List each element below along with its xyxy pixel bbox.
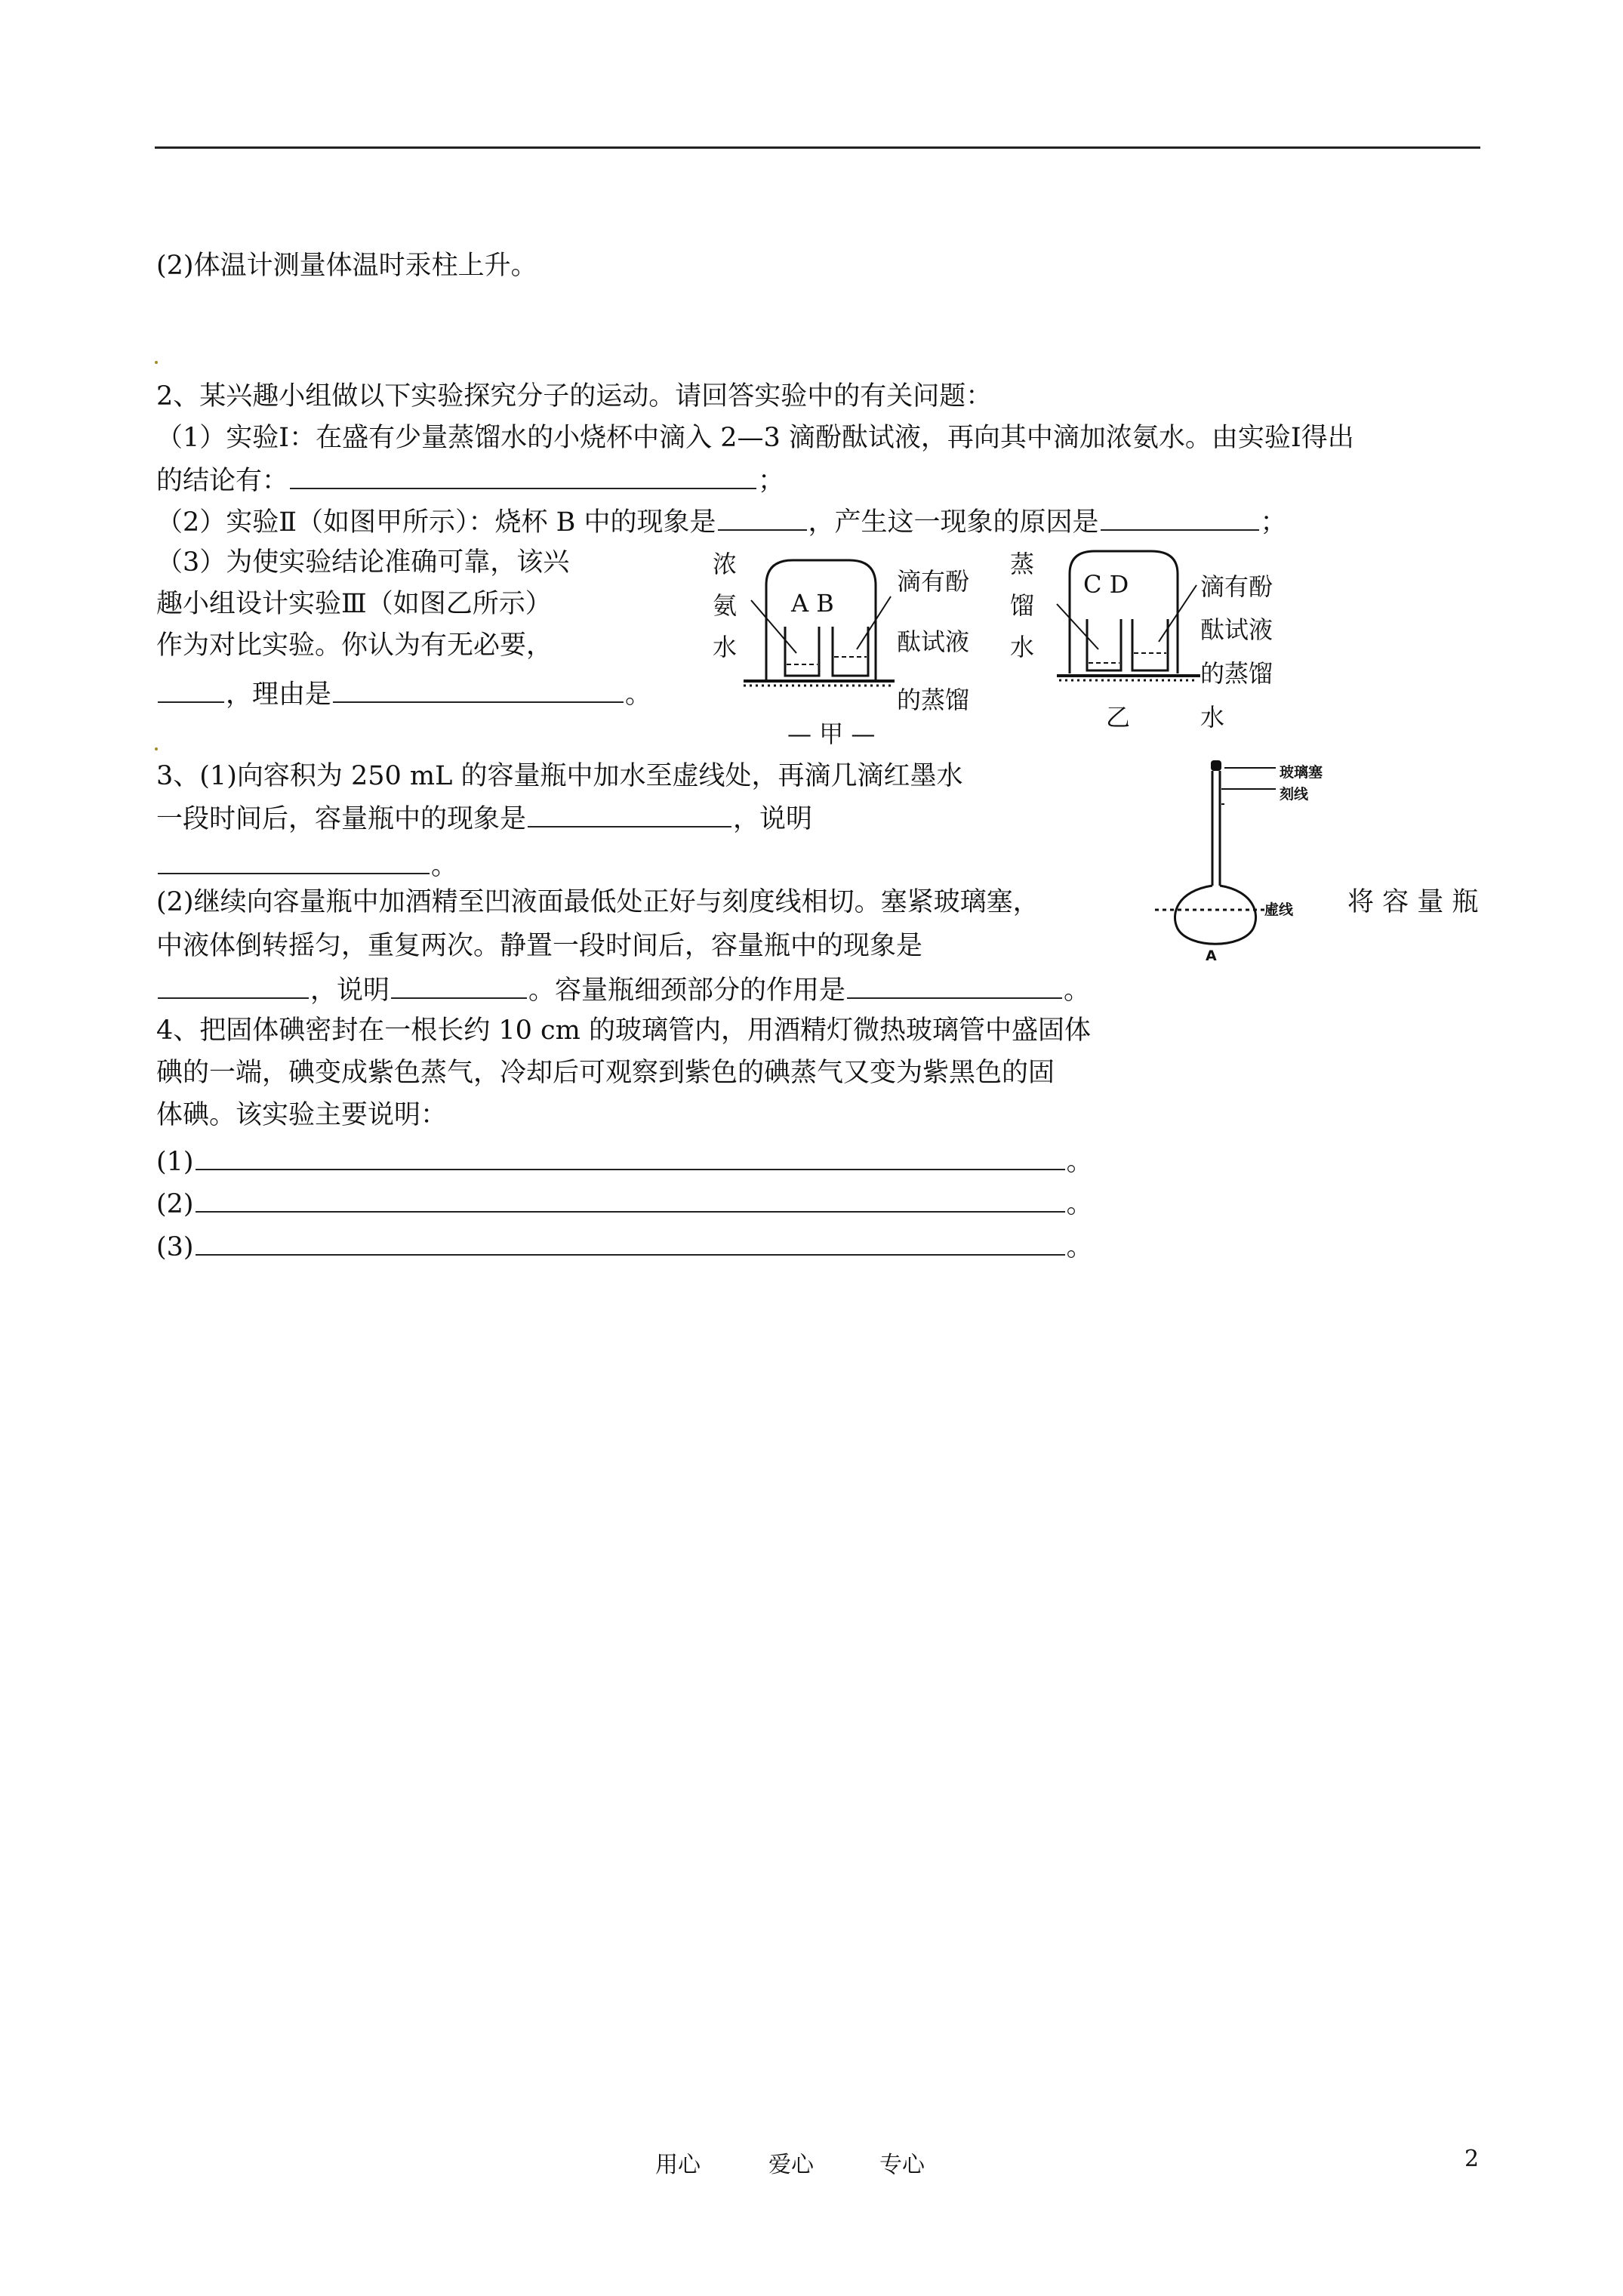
q4-item-suffix: 。: [1066, 1147, 1093, 1177]
q3-p1-suffix: ，说明: [733, 804, 813, 834]
q4-line2: 碘的一端，碘变成紫色蒸气，冷却后可观察到紫色的碘蒸气又变为紫黑色的固: [156, 1058, 1055, 1088]
answer-blank[interactable]: [333, 674, 624, 703]
q2-p3-mid: ，理由是: [226, 680, 332, 710]
q2-p1-line1: （1）实验Ⅰ：在盛有少量蒸馏水的小烧杯中滴入 2—3 滴酚酞试液，再向其中滴加浓氨水。由实验Ⅰ得出: [156, 423, 1354, 453]
answer-blank[interactable]: [196, 1227, 1065, 1256]
fig-jia-right-label-0: 滴有酚: [897, 567, 970, 596]
q4-item-suffix: 。: [1066, 1232, 1093, 1262]
fig-jia-caption: — 甲 —: [787, 720, 876, 748]
fig-yi-right-label-1: 酞试液: [1200, 615, 1273, 644]
q2-p1-prefix: 的结论有：: [156, 466, 289, 496]
q3-p1-prefix: 一段时间后，容量瓶中的现象是: [156, 804, 527, 834]
q3-p1-line3-suffix: 。: [431, 851, 458, 881]
answer-blank[interactable]: [196, 1142, 1065, 1170]
q2-p3-suffix: 。: [625, 680, 652, 710]
apparatus-yi-drawing: [1053, 544, 1204, 683]
fig-yi-right-label-0: 滴有酚: [1200, 572, 1273, 601]
q4-item-2-label: (2): [156, 1189, 194, 1219]
q3-p2-line1: (2)继续向容量瓶中加酒精至凹液面最低处正好与刻度线相切。塞紧玻璃塞，: [156, 887, 1039, 917]
q3-p2-mid1: ，说明: [310, 975, 390, 1006]
answer-blank[interactable]: [847, 970, 1062, 999]
footer-word-1: 用心: [655, 2152, 701, 2178]
q3-p2-line2: 中液体倒转摇匀，重复两次。静置一段时间后，容量瓶中的现象是: [156, 931, 923, 961]
answer-blank[interactable]: [158, 970, 309, 999]
q2-intro: 2、某兴趣小组做以下实验探究分子的运动。请回答实验中的有关问题：: [156, 381, 993, 411]
q4-item-1: [156, 1142, 1093, 1181]
q1-part2: (2)体温计测量体温时汞柱上升。: [156, 251, 537, 281]
flask-label-bottom: A: [1206, 948, 1217, 964]
q3-p2-line3: [156, 970, 1090, 1009]
fig-jia-right-label-1: 酞试液: [897, 627, 970, 656]
answer-blank[interactable]: [391, 970, 527, 999]
q2-p3-line4: [156, 674, 651, 713]
answer-blank[interactable]: [290, 461, 756, 489]
page-number: 2: [1464, 2146, 1480, 2172]
fig-yi-right-label-3: 水: [1200, 703, 1225, 732]
q3-p1-line1: 3、(1)向容积为 250 mL 的容量瓶中加水至虚线处，再滴几滴红墨水: [156, 761, 963, 791]
q2-p3-line1: （3）为使实验结论准确可靠，该兴: [156, 547, 570, 578]
fig-yi-right-label-2: 的蒸馏: [1200, 659, 1273, 688]
q3-p2-mid2: 。容量瓶细颈部分的作用是: [528, 975, 846, 1006]
q2-p2-mid: ，产生这一现象的原因是: [808, 507, 1099, 538]
q2-p2-suffix: ；: [1260, 507, 1287, 538]
q3-p1-line2: [156, 799, 812, 838]
flask-label-dashed: 虚线: [1264, 901, 1294, 918]
q4-item-3-label: (3): [156, 1232, 194, 1262]
fig-yi-left-label-0: 蒸: [1010, 550, 1035, 578]
q2-p3-line2: 趣小组设计实验Ⅲ（如图乙所示）: [156, 589, 552, 619]
fig-jia-left-label-0: 浓: [713, 550, 738, 578]
q2-p3-line3: 作为对比实验。你认为有无必要，: [156, 630, 553, 661]
scan-dot: [155, 361, 158, 364]
q3-p1-line3: [156, 846, 457, 885]
answer-blank[interactable]: [158, 846, 430, 874]
fig-jia-left-label-1: 氨: [713, 591, 738, 620]
q4-item-suffix: 。: [1066, 1189, 1093, 1219]
answer-blank[interactable]: [1101, 502, 1259, 531]
q2-p2-prefix: （2）实验Ⅱ（如图甲所示）：烧杯 B 中的现象是: [156, 507, 716, 538]
scan-dot: [155, 747, 158, 750]
fig-yi-left-label-2: 水: [1010, 633, 1035, 661]
header-rule: [155, 146, 1480, 149]
footer-word-2: 爱心: [768, 2152, 814, 2178]
volumetric-flask-drawing: [1155, 759, 1351, 955]
fig-yi-left-label-1: 馏: [1010, 591, 1035, 620]
answer-blank[interactable]: [718, 502, 807, 531]
answer-blank[interactable]: [196, 1184, 1065, 1213]
answer-blank[interactable]: [158, 674, 224, 703]
q4-line3: 体碘。该实验主要说明：: [156, 1100, 448, 1130]
flask-label-mark: 刻线: [1280, 786, 1309, 803]
fig-yi-beakers: C D: [1083, 570, 1129, 599]
q4-item-3: [156, 1227, 1093, 1266]
fig-yi-caption: 乙: [1106, 703, 1131, 732]
fig-jia-right-label-2: 的蒸馏: [897, 686, 970, 714]
q3-p2-line1-right: 将 容 量 瓶: [1347, 887, 1479, 917]
q2-p1-line2: [156, 461, 784, 500]
fig-jia-beakers: A B: [791, 589, 834, 618]
flask-label-stopper: 玻璃塞: [1280, 764, 1323, 781]
answer-blank[interactable]: [528, 799, 731, 827]
q3-p2-suffix: 。: [1064, 975, 1091, 1006]
q4-item-1-label: (1): [156, 1147, 194, 1177]
fig-jia-left-label-2: 水: [713, 633, 738, 661]
q4-item-2: [156, 1184, 1093, 1223]
q2-p2: [156, 502, 1287, 541]
q4-line1: 4、把固体碘密封在一根长约 10 cm 的玻璃管内，用酒精灯微热玻璃管中盛固体: [156, 1015, 1091, 1046]
footer-word-3: 专心: [879, 2152, 925, 2178]
q2-p1-suffix: ；: [758, 466, 785, 496]
